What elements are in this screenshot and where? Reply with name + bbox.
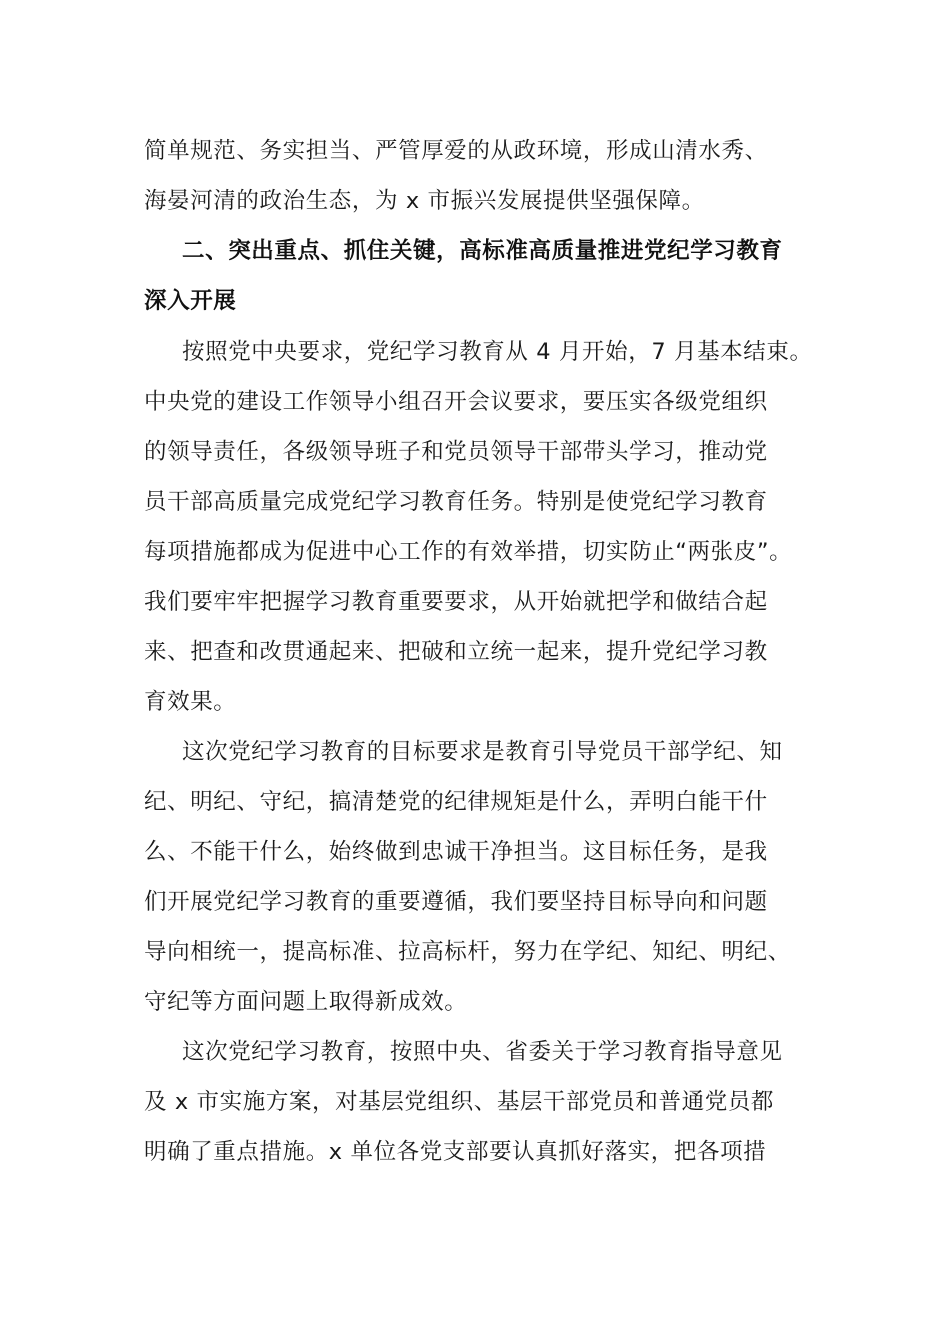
- body-text-line: 这次党纪学习教育，按照中央、省委关于学习教育指导意见: [182, 1039, 783, 1065]
- body-text-line: 简单规范、务实担当、严管厚爱的从政环境，形成山清水秀、: [144, 138, 768, 164]
- body-text-line: 按照党中央要求，党纪学习教育从 4 月开始，7 月基本结束。: [182, 339, 813, 365]
- body-text-line: 们开展党纪学习教育的重要遵循，我们要坚持目标导向和问题: [144, 889, 768, 915]
- body-text-line: 这次党纪学习教育的目标要求是教育引导党员干部学纪、知: [182, 739, 783, 765]
- body-text-line: 每项措施都成为促进中心工作的有效举措，切实防止“两张皮”。: [144, 539, 793, 565]
- body-text-line: 及 x 市实施方案，对基层党组织、基层干部党员和普通党员都: [144, 1089, 775, 1115]
- body-text-line: 守纪等方面问题上取得新成效。: [144, 989, 468, 1015]
- body-text-line: 我们要牢牢把握学习教育重要要求，从开始就把学和做结合起: [144, 589, 768, 615]
- section-heading-line: 深入开展: [144, 288, 237, 314]
- body-text-line: 的领导责任，各级领导班子和党员领导干部带头学习，推动党: [144, 439, 768, 465]
- body-text-line: 育效果。: [144, 689, 237, 715]
- section-heading-line: 二、突出重点、抓住关键，高标准高质量推进党纪学习教育: [182, 238, 783, 264]
- body-text-line: 导向相统一，提高标准、拉高标杆，努力在学纪、知纪、明纪、: [144, 939, 791, 965]
- body-text-line: 纪、明纪、守纪，搞清楚党的纪律规矩是什么，弄明白能干什: [144, 789, 768, 815]
- body-text-line: 明确了重点措施。x 单位各党支部要认真抓好落实，把各项措: [144, 1139, 767, 1165]
- body-text-line: 员干部高质量完成党纪学习教育任务。特别是使党纪学习教育: [144, 489, 768, 515]
- body-text-line: 海晏河清的政治生态，为 x 市振兴发展提供坚强保障。: [144, 188, 705, 214]
- body-text-line: 么、不能干什么，始终做到忠诚干净担当。这目标任务，是我: [144, 839, 768, 865]
- body-text-line: 来、把查和改贯通起来、把破和立统一起来，提升党纪学习教: [144, 639, 768, 665]
- body-text-line: 中央党的建设工作领导小组召开会议要求，要压实各级党组织: [144, 389, 768, 415]
